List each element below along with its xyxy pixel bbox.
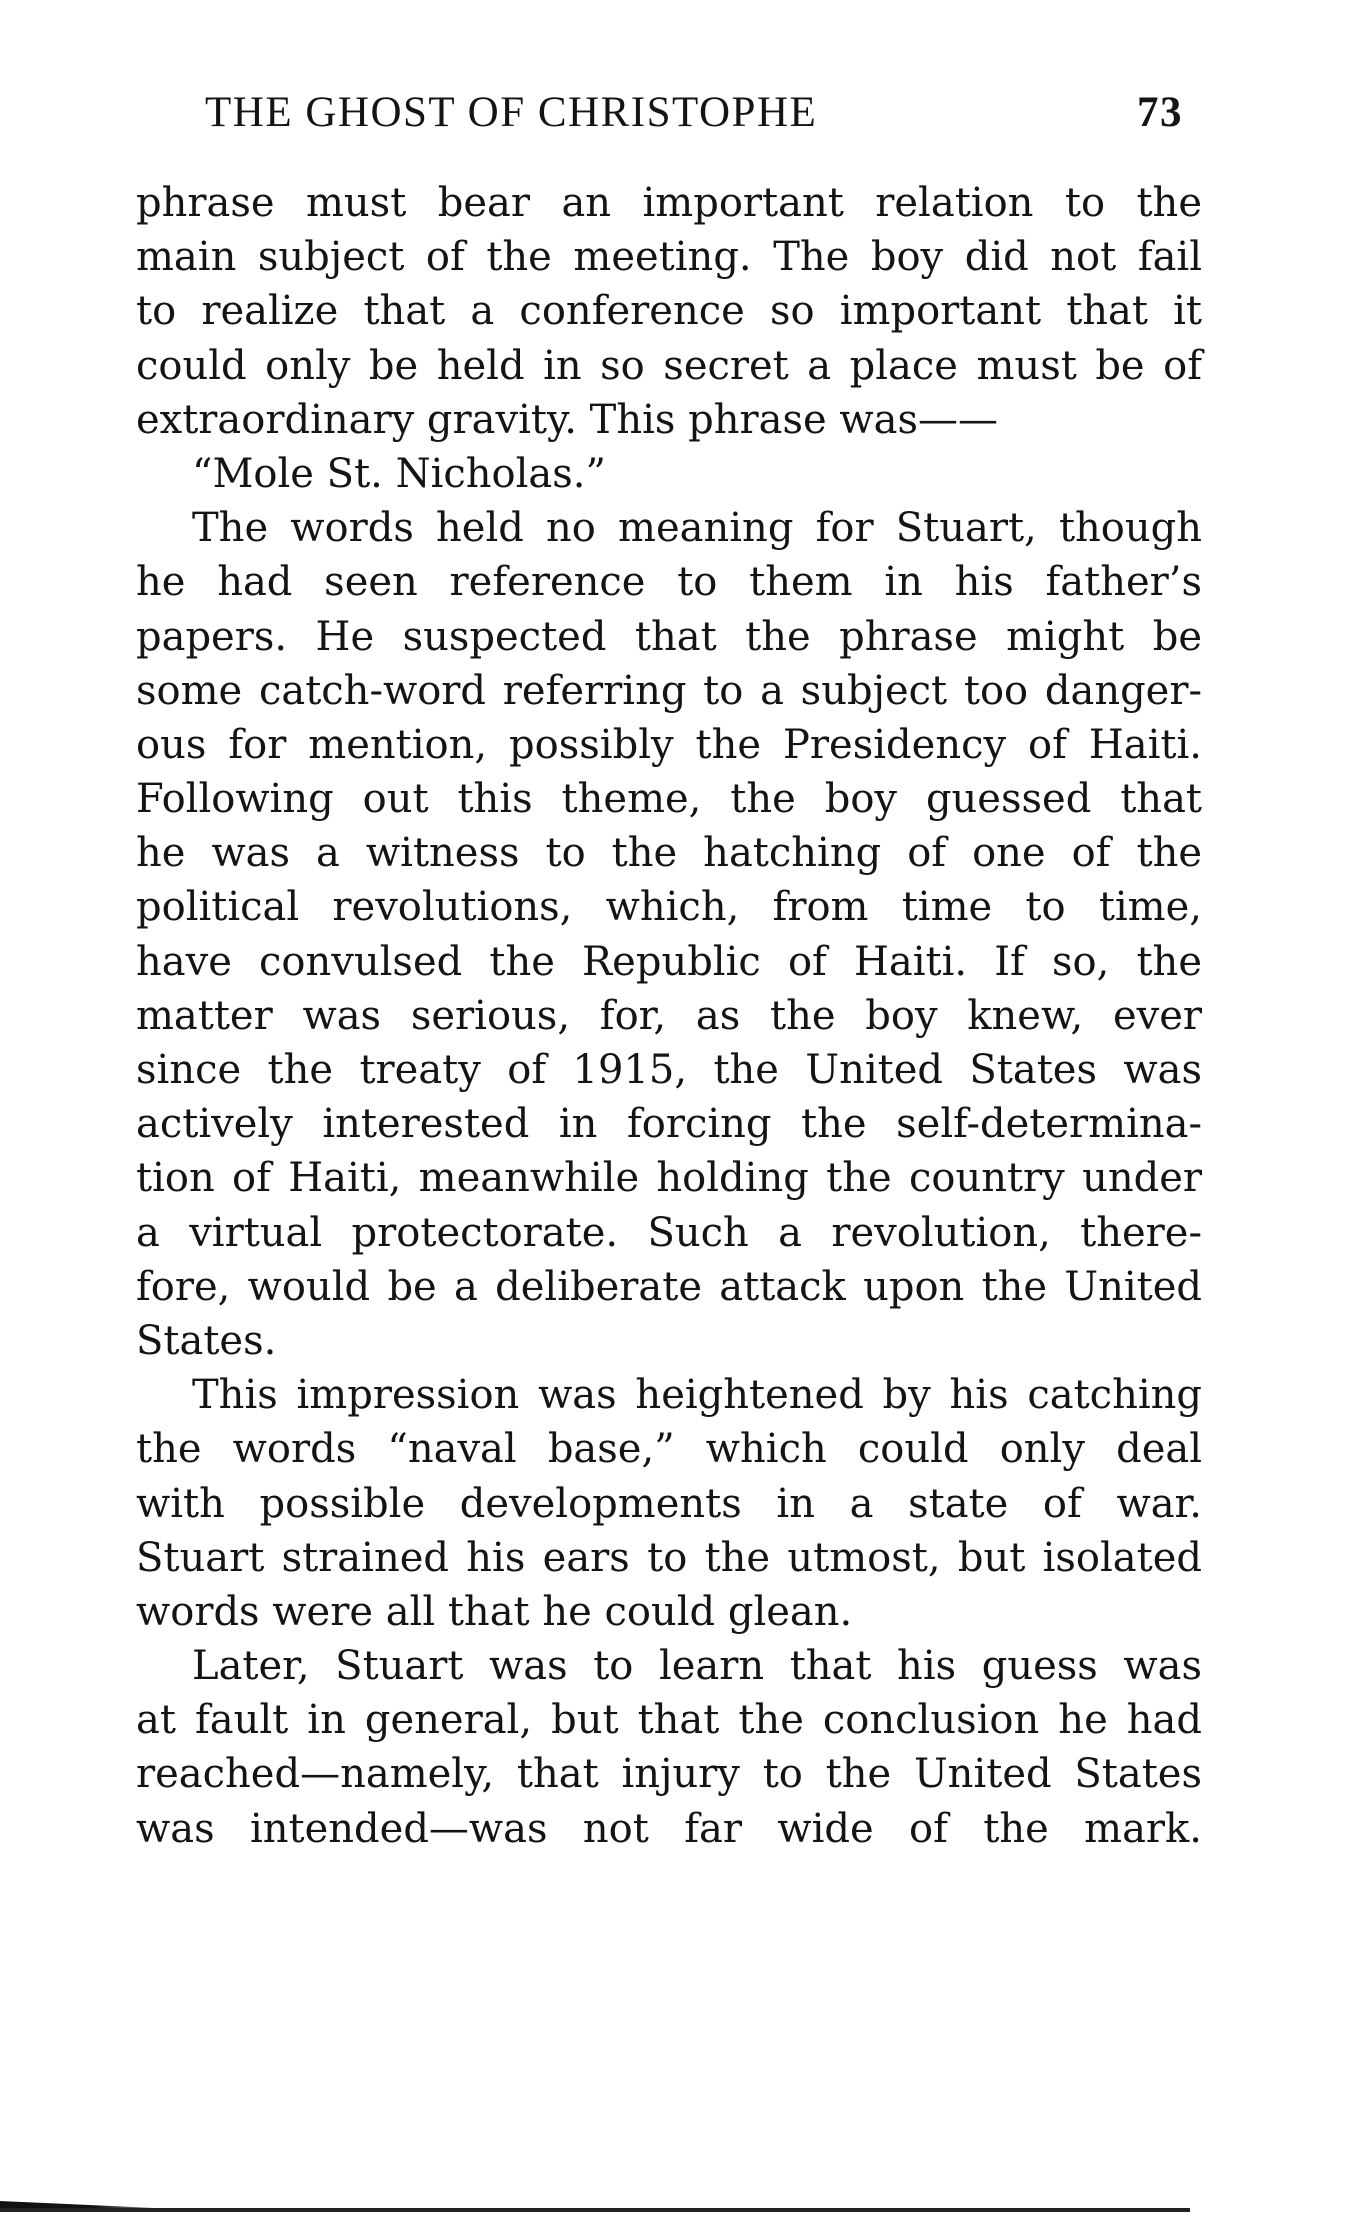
- page-number: 73: [1137, 89, 1183, 136]
- quoted-line: “Mole St. Nicholas.”: [192, 450, 606, 497]
- text-line: words were all that he could glean.: [136, 1588, 853, 1635]
- text-line: at fault in general, but that the conclusion he had: [136, 1697, 1202, 1744]
- text-line: States.: [136, 1317, 277, 1364]
- text-line: some catch-word referring to a subject too danger-: [136, 667, 1202, 714]
- body-text: [136, 176, 1202, 1856]
- paragraph-start-line: The words held no meaning for Stuart, though: [192, 505, 1202, 552]
- text-line: was intended—was not far wide of the mark.: [136, 1805, 1202, 1852]
- text-line: main subject of the meeting. The boy did not fail: [136, 234, 1202, 281]
- text-line: matter was serious, for, as the boy knew, ever: [136, 992, 1202, 1039]
- running-title: THE GHOST OF CHRISTOPHE: [205, 89, 818, 136]
- text-line: tion of Haiti, meanwhile holding the country under: [136, 1155, 1202, 1202]
- text-line: ous for mention, possibly the Presidency of Haiti.: [136, 721, 1202, 768]
- text-line: fore, would be a deliberate attack upon the United: [136, 1263, 1202, 1310]
- text-line: he was a witness to the hatching of one of the: [136, 830, 1202, 877]
- text-line: phrase must bear an important relation to the: [136, 180, 1202, 226]
- paragraph-start-line: This impression was heightened by his catching: [192, 1372, 1202, 1419]
- bottom-rule: [0, 2208, 1190, 2212]
- text-line: a virtual protectorate. Such a revolution, there-: [136, 1209, 1202, 1256]
- text-line: since the treaty of 1915, the United States was: [136, 1047, 1202, 1093]
- paragraph-start-line: Later, Stuart was to learn that his guess was: [192, 1643, 1202, 1690]
- text-line: he had seen reference to them in his father’s: [136, 559, 1202, 606]
- text-line: political revolutions, which, from time to time,: [136, 884, 1202, 931]
- text-line: with possible developments in a state of war.: [136, 1480, 1202, 1527]
- text-line: reached—namely, that injury to the United States: [136, 1751, 1202, 1798]
- text-line: actively interested in forcing the self-determina-: [136, 1101, 1202, 1148]
- text-line: extraordinary gravity. This phrase was——: [136, 396, 999, 443]
- text-line: Following out this theme, the boy guessed that: [136, 776, 1202, 823]
- running-head: [205, 88, 1205, 148]
- text-line: to realize that a conference so important that it: [136, 288, 1202, 335]
- text-line: the words “naval base,” which could only deal: [136, 1426, 1202, 1473]
- text-line: could only be held in so secret a place must be of: [136, 342, 1202, 389]
- text-line: have convulsed the Republic of Haiti. If so, the: [136, 938, 1202, 985]
- text-line: papers. He suspected that the phrase might be: [136, 613, 1202, 660]
- text-line: Stuart strained his ears to the utmost, but isolated: [136, 1534, 1202, 1581]
